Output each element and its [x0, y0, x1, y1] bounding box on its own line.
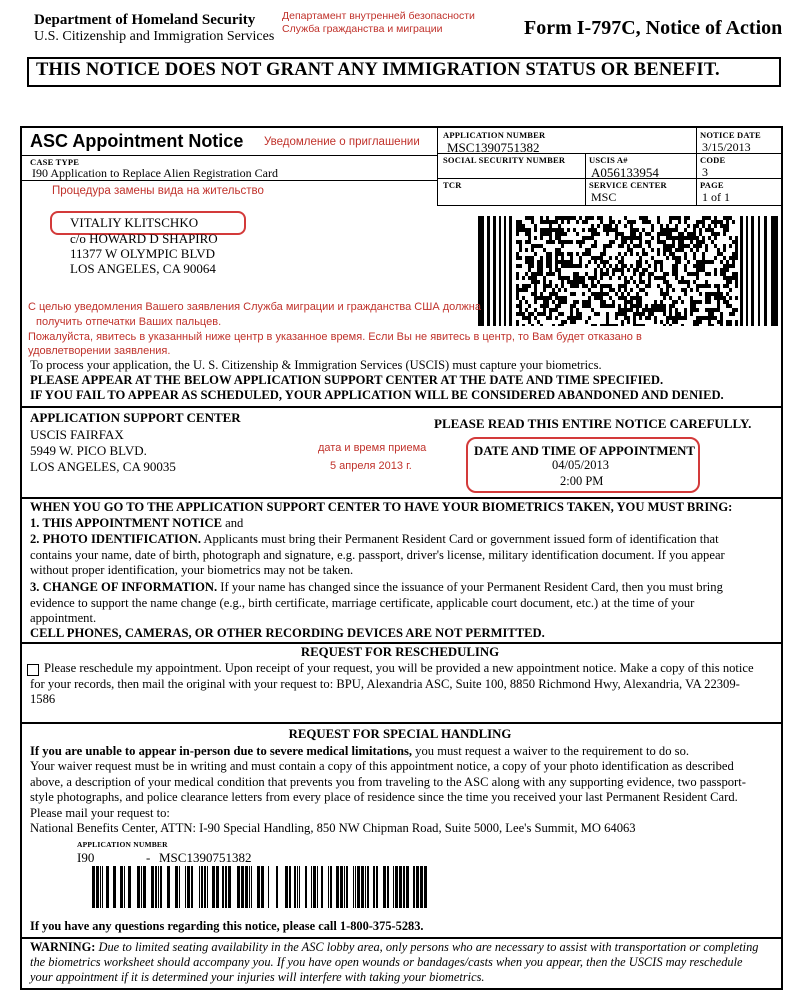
warning-label: WARNING:	[30, 940, 96, 954]
asc-name: USCIS FAIRFAX	[30, 427, 124, 442]
recipient-name: VITALIY KLITSCHKO	[70, 215, 199, 230]
app-number-2: MSC1390751382	[159, 850, 252, 865]
asc-label: APPLICATION SUPPORT CENTER	[30, 410, 241, 425]
app-dash: -	[146, 850, 151, 865]
service-center-label: SERVICE CENTER	[589, 180, 667, 190]
notice-date: 3/15/2013	[702, 140, 751, 154]
notice-date-label: NOTICE DATE	[700, 130, 761, 140]
ru-note-3: Пожалуйста, явитесь в указанный ниже центр в указанное время. Если Вы не явитесь в центр, то Вам будет отказано в	[28, 331, 642, 343]
address-line-2: 11377 W OLYMPIC BLVD	[70, 246, 215, 261]
appointment-label: DATE AND TIME OF APPOINTMENT	[474, 444, 695, 458]
barcode-2d	[478, 216, 780, 326]
uscis-number: A056133954	[591, 165, 659, 180]
app-form-type: I90	[77, 850, 95, 865]
application-number: MSC1390751382	[447, 140, 540, 155]
address-line-1: c/o HOWARD D SHAPIRO	[70, 231, 218, 246]
special-bold-line-rest: you must request a waiver to the requirement to do so.	[412, 744, 690, 758]
bring-item-3	[30, 580, 752, 627]
bring-item-3-title: 3. CHANGE OF INFORMATION.	[30, 580, 218, 594]
tcr-label: TCR	[443, 180, 462, 190]
bring-item-2-text: Applicants must bring their Permanent Resident Card or government issued form of identification that contains your name, date of birth, photograph and signature, e.g. passport, driver's license, military identification document. If you appear without proper identification, your biometrics may not be taken.	[30, 532, 725, 577]
special-bold-line: If you are unable to appear in-person due to severe medical limitations,	[30, 744, 413, 758]
form-title: Form I-797C, Notice of Action	[524, 17, 783, 39]
page-number: 1 of 1	[702, 190, 730, 204]
asc-city: LOS ANGELES, CA 90035	[30, 459, 176, 474]
special-address: National Benefits Center, ATTN: I-90 Special Handling, 850 NW Chipman Road, Suite 5000, Lee's Summit, MO 64063	[30, 821, 636, 835]
questions-line: If you have any questions regarding this notice, please call 1-800-375-5283.	[30, 919, 424, 933]
bring-item-3-text: If your name has changed since the issuance of your Permanent Resident Card, then you must bring evidence to support the name change (e.g., birth certificate, marriage certificate, applicable court document, etc.) at the time of your appointment.	[30, 580, 723, 625]
ru-note-1: С целью уведомления Вашего заявления Служба миграции и гражданства США должна	[28, 301, 481, 313]
code-label: CODE	[700, 155, 726, 165]
ru-agency-line-2: Служба гражданства и миграции	[282, 23, 443, 35]
divider	[20, 497, 781, 499]
divider	[20, 155, 437, 156]
bring-item-1-text: and	[221, 516, 244, 530]
special-heading: REQUEST FOR SPECIAL HANDLING	[288, 727, 512, 741]
ru-case-type: Процедура замены вида на жительство	[52, 185, 264, 197]
bring-item-2	[30, 532, 752, 579]
special-paragraph: Your waiver request must be in writing and must contain a copy of this appointment notice, a copy of your photo identification as described above, a description of your medical condition that prevents you from traveling to the ASC along with any supporting evidence, two passport-style photographs, and police clearance letters from every place of residence since the time you received your last Permanent Resident Card. Please mail your request to:	[30, 759, 746, 820]
divider	[437, 205, 781, 206]
case-type-label: CASE TYPE	[30, 157, 80, 167]
warning	[30, 940, 760, 985]
banner-text: THIS NOTICE DOES NOT GRANT ANY IMMIGRATION STATUS OR BENEFIT.	[36, 60, 720, 80]
bring-item-1	[30, 516, 243, 532]
agency-line-1: Department of Homeland Security	[34, 12, 256, 28]
application-number-label: APPLICATION NUMBER	[443, 130, 546, 140]
divider	[20, 937, 781, 939]
agency-line-2: U.S. Citizenship and Immigration Services	[34, 29, 275, 44]
service-center: MSC	[591, 190, 617, 204]
ru-date-time: дата и время приема	[318, 442, 427, 454]
divider	[437, 127, 438, 205]
barcode-1d	[92, 866, 430, 908]
divider	[585, 153, 586, 205]
reschedule-text: Please reschedule my appointment. Upon receipt of your request, you will be provided a new appointment notice. Make a copy of this notice for your records, then mail the original with your request to: BPU, Alexandria ASC, Suite 100, 8850 Richmond Hwy, Alexandria, VA 22309-1586	[30, 661, 754, 706]
instruction-line-3: IF YOU FAIL TO APPEAR AS SCHEDULED, YOUR APPLICATION WILL BE CONSIDERED ABANDONED AND DENIED.	[30, 388, 724, 402]
read-notice: PLEASE READ THIS ENTIRE NOTICE CAREFULLY.	[434, 416, 752, 431]
ru-note-4: удовлетворении заявления.	[28, 345, 171, 357]
address-line-3: LOS ANGELES, CA 90064	[70, 261, 216, 276]
bring-item-1-title: 1. THIS APPOINTMENT NOTICE	[30, 516, 222, 530]
appointment-time: 2:00 PM	[560, 474, 604, 488]
warning-text: Due to limited seating availability in the ASC lobby area, only persons who are necessary to assist with transportation or completing the biometrics worksheet should accompany you. If you have open wounds or bandages/casts when you appear, then the USCIS may reschedule your appointment if it is determined your injuries will interfere with taking your biometrics.	[30, 940, 759, 984]
bring-heading: WHEN YOU GO TO THE APPLICATION SUPPORT CENTER TO HAVE YOUR BIOMETRICS TAKEN, YOU MUST BRING:	[30, 500, 733, 514]
bring-item-2-title: 2. PHOTO IDENTIFICATION.	[30, 532, 201, 546]
code: 3	[702, 165, 708, 179]
ru-date: 5 апреля 2013 г.	[330, 460, 412, 472]
ru-agency-line-1: Департамент внутренней безопасности	[282, 10, 475, 22]
ru-notice-title: Уведомление о приглашении	[264, 136, 420, 148]
case-type: I90 Application to Replace Alien Registration Card	[32, 166, 278, 180]
appointment-date: 04/05/2013	[552, 458, 609, 472]
instruction-line-2: PLEASE APPEAR AT THE BELOW APPLICATION SUPPORT CENTER AT THE DATE AND TIME SPECIFIED.	[30, 373, 664, 387]
ru-note-2: получить отпечатки Ваших пальцев.	[36, 316, 222, 328]
divider	[20, 722, 781, 724]
app-number-label-2: APPLICATION NUMBER	[77, 840, 168, 849]
divider	[20, 642, 781, 644]
instruction-line-1: To process your application, the U. S. Citizenship & Immigration Services (USCIS) must capture your biometrics.	[30, 358, 602, 372]
asc-street: 5949 W. PICO BLVD.	[30, 443, 147, 458]
divider	[20, 406, 781, 408]
notice-title: ASC Appointment Notice	[30, 131, 244, 151]
reschedule-heading: REQUEST FOR RESCHEDULING	[300, 645, 500, 659]
uscis-label: USCIS A#	[589, 155, 628, 165]
no-devices: CELL PHONES, CAMERAS, OR OTHER RECORDING DEVICES ARE NOT PERMITTED.	[30, 626, 545, 640]
divider	[696, 127, 697, 205]
special-intro	[30, 744, 689, 760]
page-label: PAGE	[700, 180, 724, 190]
ssn-label: SOCIAL SECURITY NUMBER	[443, 155, 566, 165]
